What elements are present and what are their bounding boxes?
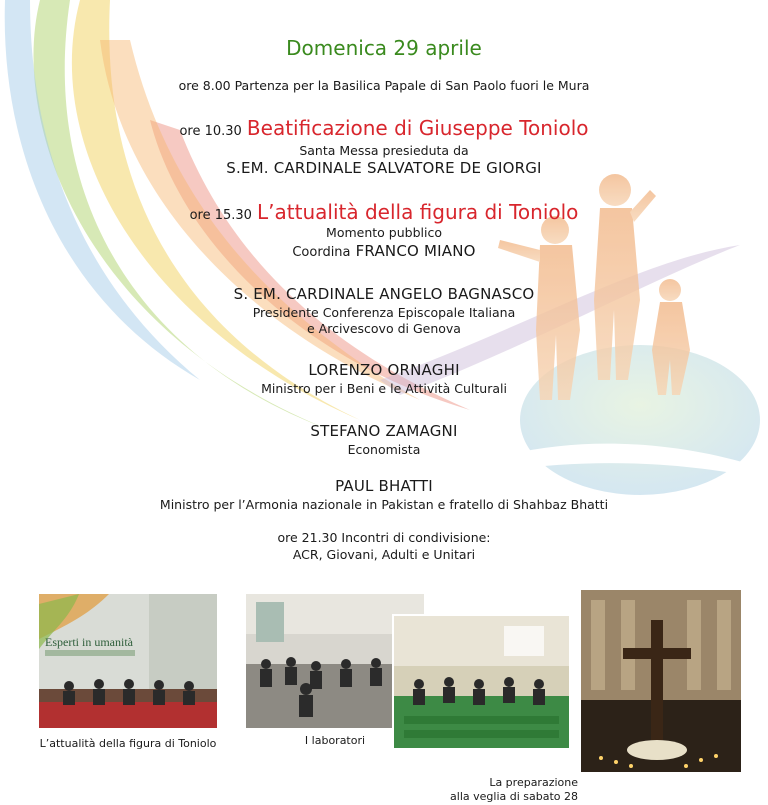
speaker-role: e Arcivescovo di Genova: [307, 321, 461, 336]
photo-vigil-cross: [581, 590, 741, 772]
celebrant-name: S.EM. CARDINALE SALVATORE DE GIORGI: [226, 159, 542, 177]
photo-banner-text: Esperti in umanità: [45, 635, 133, 649]
coordinator-line: [0, 241, 768, 260]
speaker-role: Economista: [347, 442, 421, 457]
speaker-role: Ministro per i Beni e le Attività Culturali: [261, 381, 507, 396]
beatification-line: [0, 116, 768, 140]
coordinator-label: Coordina: [292, 245, 351, 260]
speaker-name: S. EM. CARDINALE ANGELO BAGNASCO: [233, 285, 535, 303]
speaker-role: Ministro per l’Armonia nazionale in Pakistan e fratello di Shahbaz Bhatti: [159, 497, 609, 512]
coordinator-name: FRANCO MIANO: [355, 242, 476, 260]
evening-line: ore 21.30 Incontri di condivisione:: [277, 530, 491, 545]
photo-conference: [39, 594, 217, 728]
beatification-title: Beatificazione di Giuseppe Toniolo: [246, 116, 589, 140]
session-title: L’attualità della figura di Toniolo: [257, 200, 579, 224]
speaker-role: Presidente Conferenza Episcopale Italiana: [252, 305, 516, 320]
caption-vigil-2: alla veglia di sabato 28: [450, 790, 578, 803]
speaker-name: STEFANO ZAMAGNI: [310, 422, 458, 440]
session-kind: Momento pubblico: [326, 225, 442, 240]
mass-line: Santa Messa presieduta da: [299, 143, 469, 158]
event-date: Domenica 29 aprile: [286, 36, 482, 60]
session-time: ore 15.30: [189, 208, 252, 223]
session-line: [0, 200, 768, 224]
speaker-name: PAUL BHATTI: [335, 477, 433, 495]
caption-conference: L’attualità della figura di Toniolo: [39, 737, 217, 750]
departure-line: ore 8.00 Partenza per la Basilica Papale di San Paolo fuori le Mura: [178, 78, 590, 93]
photo-workshop-room: [392, 614, 571, 750]
caption-workshops: I laboratori: [304, 734, 366, 747]
speaker-name: LORENZO ORNAGHI: [308, 361, 460, 379]
caption-vigil-1: La preparazione: [489, 776, 578, 789]
evening-groups: ACR, Giovani, Adulti e Unitari: [292, 547, 476, 562]
beatification-time: ore 10.30: [179, 124, 242, 139]
